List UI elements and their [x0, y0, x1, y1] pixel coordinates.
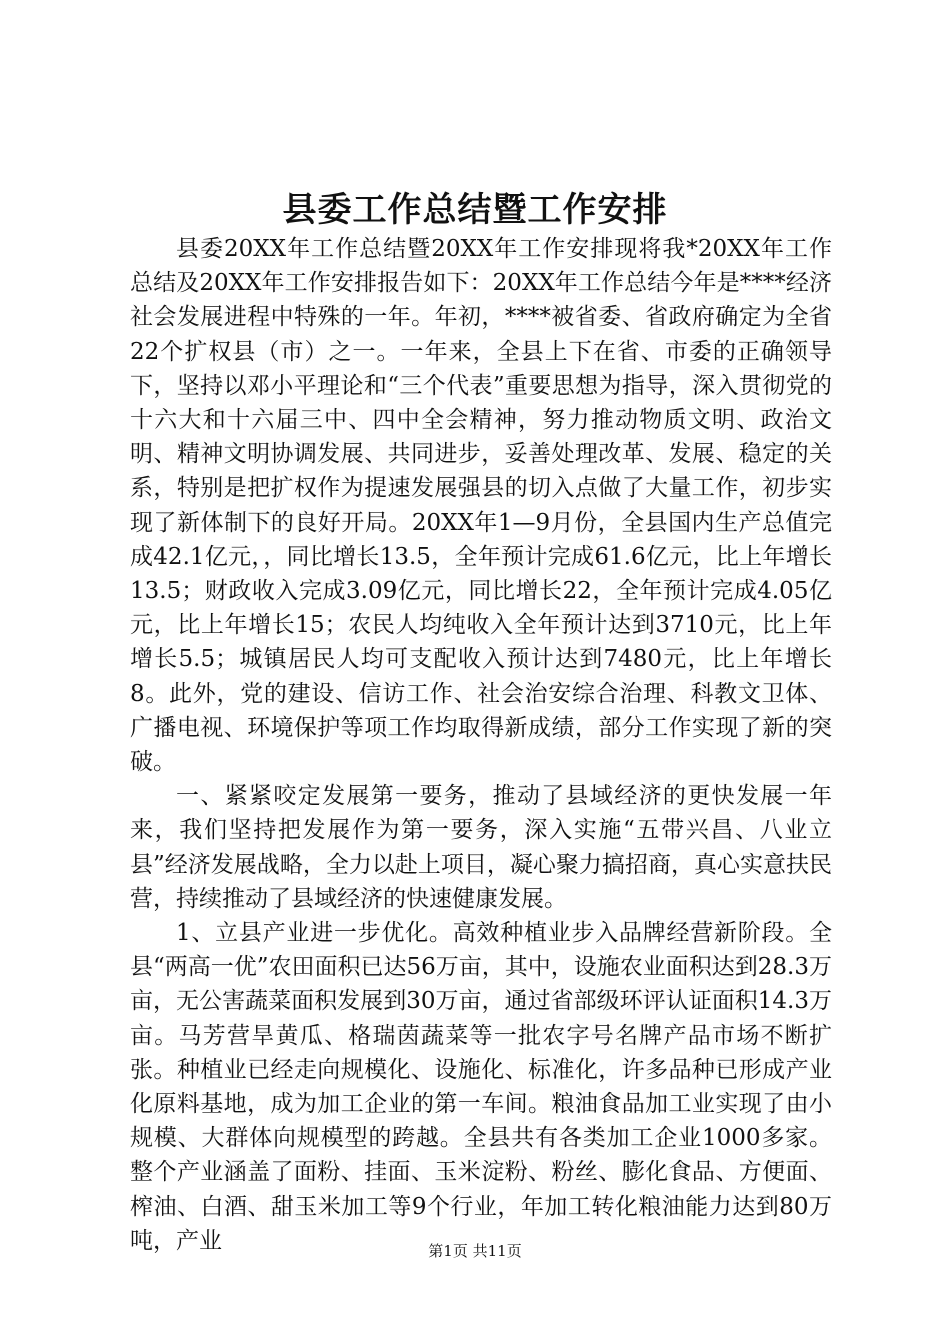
- paragraph-intro: 县委20XX年工作总结暨20XX年工作安排现将我*20XX年工作总结及20XX年工作安排报告如下：20XX年工作总结今年是****经济社会发展进程中特殊的一年。年初，****被省委、省政府确定为全省22个扩权县（市）之一。一年来，全县上下在省、市委的正确领导下，坚持以邓小平理论和“三个代表”重要思想为指导，深入贯彻党的十六大和十六届三中、四中全会精神，努力推动物质文明、政治文明、精神文明协调发展、共同进步，妥善处理改革、发展、稳定的关系，特别是把扩权作为提速发展强县的切入点做了大量工作，初步实现了新体制下的良好开局。20XX年1—9月份，全县国内生产总值完成42.1亿元，，同比增长13.5，全年预计完成61.6亿元，比上年增长13.5；财政收入完成3.09亿元，同比增长22，全年预计完成4.05亿元，比上年增长15；农民人均纯收入全年预计达到3710元，比上年增长5.5；城镇居民人均可支配收入预计达到7480元，比上年增长8。此外，党的建设、信访工作、社会治安综合治理、科教文卫体、广播电视、环境保护等项工作均取得新成绩，部分工作实现了新的突破。: [130, 236, 832, 776]
- page-number-footer: 第1页 共11页: [428, 1242, 522, 1260]
- paragraph-section-1: 一、紧紧咬定发展第一要务，推动了县域经济的更快发展一年来，我们坚持把发展作为第一要务，深入实施“五带兴昌、八业立县”经济发展战略，全力以赴上项目，凝心聚力搞招商，真心实意扶民营，持续推动了县域经济的快速健康发展。: [130, 783, 832, 912]
- paragraph-subsection-1: 1、立县产业进一步优化。高效种植业步入品牌经营新阶段。全县“两高一优”农田面积已达56万亩，其中，设施农业面积达到28.3万亩，无公害蔬菜面积发展到30万亩，通过省部级环评认证面积14.3万亩。马芳营旱黄瓜、格瑞茵蔬菜等一批农字号名牌产品市场不断扩张。种植业已经走向规模化、设施化、标准化，许多品种已形成产业化原料基地，成为加工企业的第一车间。粮油食品加工业实现了由小规模、大群体向规模型的跨越。全县共有各类加工企业1000多家。整个产业涵盖了面粉、挂面、玉米淀粉、粉丝、膨化食品、方便面、榨油、白酒、甜玉米加工等9个行业，年加工转化粮油能力达到80万吨，产业: [130, 920, 832, 1254]
- document-title: 县委工作总结暨工作安排: [282, 190, 668, 230]
- document-body: [130, 232, 832, 1258]
